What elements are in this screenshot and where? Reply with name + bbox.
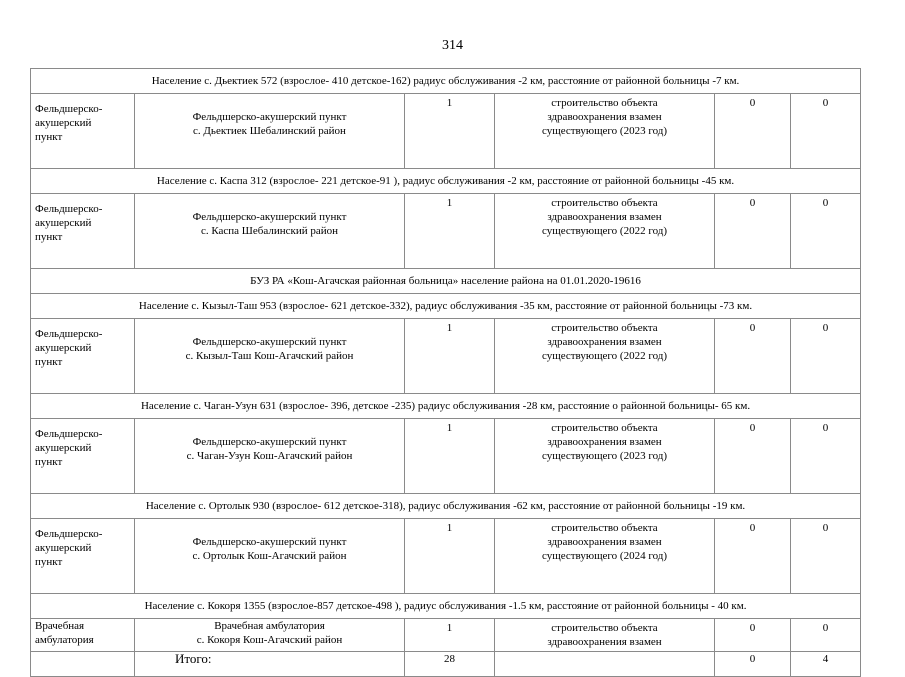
work-description-cell [495,419,715,494]
value-cell-1: 0 [715,519,791,594]
facility-name-cell-line: с. Кокоря Кош-Агачский район [196,634,343,646]
work-description-cell-line: здравоохранения взамен [547,211,662,223]
quantity-cell: 1 [405,419,495,494]
total-value-1: 0 [715,652,791,677]
facility-name-cell [135,194,405,269]
section-heading-row [31,494,861,519]
work-description-cell [495,194,715,269]
section-heading-row [31,269,861,294]
facility-type-cell-line: пункт [35,131,63,143]
work-description-cell-line: существующего (2023 год) [541,450,668,462]
section-heading-row [31,594,861,619]
total-value-2: 4 [791,652,861,677]
work-description-cell-line: строительство объекта [551,622,658,634]
work-description-cell [495,319,715,394]
work-description-cell-line: существующего (2022 год) [541,350,668,362]
value-cell-2: 0 [791,619,861,652]
facility-type-cell-line: акушерский [35,217,92,229]
facility-name-cell-line: Фельдшерско-акушерский пункт [192,536,347,548]
work-description-cell-line: существующего (2022 год) [541,225,668,237]
total-row [31,652,861,677]
value-cell-2: 0 [791,194,861,269]
section-heading: Население с. Кокоря 1355 (взрослое-857 детское-498 ), радиус обслуживания -1.5 км, расстояние от районной больницы - 40 км. [31,594,861,619]
facility-type-cell-line: акушерский [35,117,92,129]
facility-type-cell [31,419,135,494]
value-cell-1: 0 [715,619,791,652]
facility-type-cell-line: пункт [35,231,63,243]
facility-type-cell-line: акушерский [35,442,92,454]
total-quantity: 28 [405,652,495,677]
facility-type-cell-line: Фельдшерско- [35,428,103,440]
section-heading-row [31,294,861,319]
facility-name-cell-line: Врачебная амбулатория [214,620,325,632]
section-heading: Население с. Ортолык 930 (взрослое- 612 детское-318), радиус обслуживания -62 км, расстояние от районной больницы -19 км. [31,494,861,519]
facility-name-cell-line: с. Кызыл-Таш Кош-Агачский район [185,350,354,362]
facility-name-cell-line: с. Ортолык Кош-Агачский район [192,550,347,562]
facility-type-cell-line: амбулатория [35,634,94,646]
facility-name-cell-line: с. Чаган-Узун Кош-Агачский район [186,450,353,462]
quantity-cell: 1 [405,194,495,269]
work-description-cell [495,94,715,169]
table-row [31,519,861,594]
facility-name-cell-line: Фельдшерско-акушерский пункт [192,111,347,123]
value-cell-1: 0 [715,319,791,394]
facility-type-cell-line: Фельдшерско- [35,328,103,340]
facility-name-cell-line: с. Каспа Шебалинский район [200,225,339,237]
value-cell-1: 0 [715,94,791,169]
table-row [31,194,861,269]
facility-name-cell-line: Фельдшерско-акушерский пункт [192,336,347,348]
work-description-cell-line: существующего (2024 год) [541,550,668,562]
facility-type-cell-line: акушерский [35,542,92,554]
table-row [31,319,861,394]
section-heading: Население с. Дьектиек 572 (взрослое- 410 детское-162) радиус обслуживания -2 км, расстояние от районной больницы -7 км. [31,69,861,94]
value-cell-2: 0 [791,519,861,594]
quantity-cell: 1 [405,519,495,594]
work-description-cell-line: здравоохранения взамен [547,336,662,348]
section-heading: Население с. Чаган-Узун 631 (взрослое- 396, детское -235) радиус обслуживания -28 км, расстояние о районной больницы- 65 км. [31,394,861,419]
value-cell-2: 0 [791,94,861,169]
facility-name-cell [135,619,405,652]
total-empty-cell [31,652,135,677]
facility-type-cell-line: Фельдшерско- [35,203,103,215]
facility-name-cell [135,519,405,594]
table-body [31,69,861,677]
section-heading-row [31,69,861,94]
facility-type-cell-line: Врачебная [35,620,85,632]
work-description-cell-line: строительство объекта [551,197,658,209]
quantity-cell: 1 [405,619,495,652]
quantity-cell: 1 [405,94,495,169]
work-description-cell-line: строительство объекта [551,322,658,334]
facility-type-cell [31,319,135,394]
work-description-cell-line: существующего (2023 год) [541,125,668,137]
value-cell-1: 0 [715,194,791,269]
facility-type-cell-line: пункт [35,556,63,568]
work-description-cell-line: здравоохранения взамен [547,536,662,548]
work-description-cell-line: строительство объекта [551,422,658,434]
work-description-cell-line: строительство объекта [551,522,658,534]
work-description-cell-line: строительство объекта [551,97,658,109]
table-row [31,619,861,652]
facility-name-cell-line: с. Дьектиек Шебалинский район [193,125,346,137]
total-label: Итого: [135,652,405,677]
work-description-cell-line: здравоохранения взамен [547,436,662,448]
work-description-cell [495,519,715,594]
facility-type-cell-line: пункт [35,356,63,368]
work-description-cell-line: здравоохранения взамен [547,636,662,648]
work-description-cell [495,619,715,652]
value-cell-2: 0 [791,319,861,394]
facility-name-cell [135,419,405,494]
facility-type-cell-line: акушерский [35,342,92,354]
facility-type-cell [31,519,135,594]
facilities-table [30,68,861,677]
facility-name-cell [135,319,405,394]
facility-name-cell-line: Фельдшерско-акушерский пункт [192,211,347,223]
section-heading: Население с. Каспа 312 (взрослое- 221 детское-91 ), радиус обслуживания -2 км, расстояние от районной больницы -45 км. [31,169,861,194]
facility-type-cell [31,619,135,652]
value-cell-2: 0 [791,419,861,494]
section-heading-row [31,169,861,194]
page-number: 314 [442,38,463,53]
facility-type-cell-line: Фельдшерско- [35,528,103,540]
section-heading: Население с. Кызыл-Таш 953 (взрослое- 621 детское-332), радиус обслуживания -35 км, расстояние от районной больницы -73 км. [31,294,861,319]
section-heading-row [31,394,861,419]
quantity-cell: 1 [405,319,495,394]
table-row [31,94,861,169]
facility-name-cell [135,94,405,169]
facility-type-cell [31,194,135,269]
facility-type-cell-line: пункт [35,456,63,468]
facility-type-cell-line: Фельдшерско- [35,103,103,115]
section-heading: БУЗ РА «Кош-Агачская районная больница» население района на 01.01.2020-19616 [31,269,861,294]
table-row [31,419,861,494]
total-empty-cell [495,652,715,677]
facility-name-cell-line: Фельдшерско-акушерский пункт [192,436,347,448]
facility-type-cell [31,94,135,169]
value-cell-1: 0 [715,419,791,494]
work-description-cell-line: здравоохранения взамен [547,111,662,123]
